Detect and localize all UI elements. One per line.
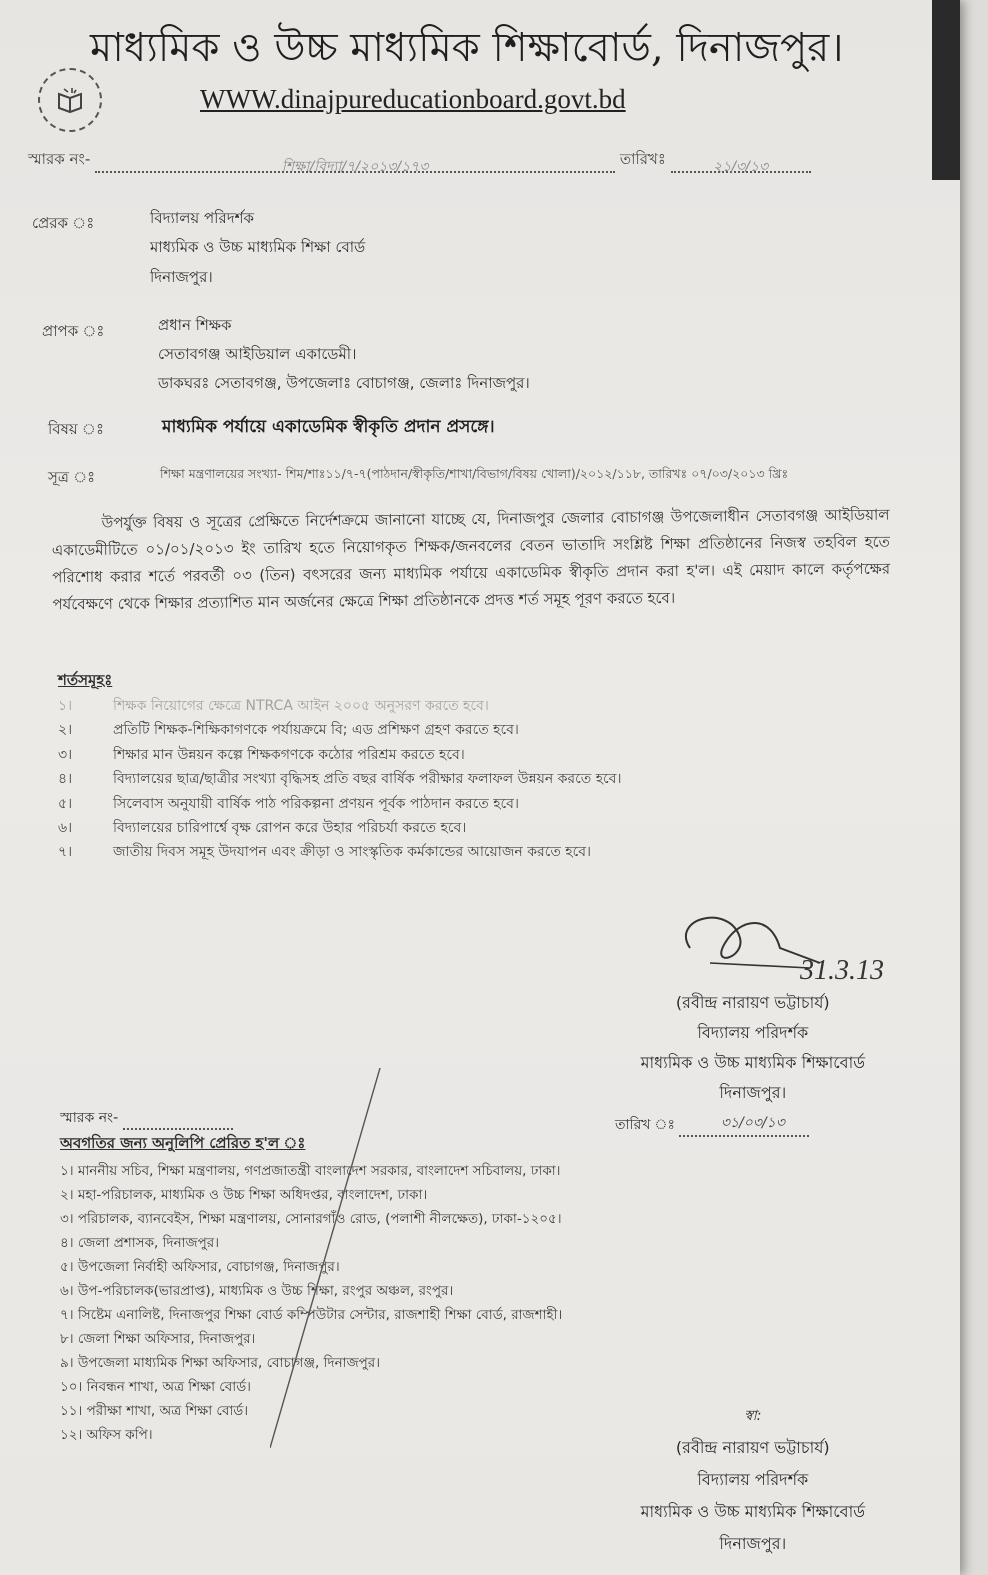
copy-date-label: তারিখ ঃ xyxy=(615,1117,675,1133)
recipient-line-2: সেতাবগঞ্জ আইডিয়াল একাডেমী। xyxy=(158,345,357,363)
recipient-label: প্রাপক ঃ xyxy=(42,322,105,340)
copy-item: ১১। পরীক্ষা শাখা, অত্র শিক্ষা বোর্ড। xyxy=(60,1403,249,1419)
memo-label: স্মারক নং- xyxy=(28,150,91,168)
copy-heading: অবগতির জন্য অনুলিপি প্রেরিত হ'ল ঃ xyxy=(60,1134,306,1152)
memo-date-label: তারিখঃ xyxy=(619,150,666,168)
pen-stroke-line xyxy=(270,1068,430,1448)
body-paragraph: উপর্যুক্ত বিষয় ও সূত্রের প্রেক্ষিতে নির্দেশক্রমে জানানো যাচ্ছে যে, দিনাজপুর জেলার বোচাগঞ্জ উপজেলাধীন সেতাবগঞ্জ আইডিয়াল একাডেমীটিতে ০১/০১/২০১৩ ইং তারিখ হতে নিয়োগকৃত শিক্ষক/জনবলের বেতন ভাতাদি সংশ্লিষ্ট শিক্ষা প্রতিষ্ঠানের নিজস্ব তহবিল হতে পরিশোধ করার শর্তে পরবর্তী ০৩ (তিন) বৎসরের জন্য মাধ্যমিক পর্যায়ে একাডেমিক স্বীকৃতি প্রদান করা হ'ল। এই মেয়াদ কালে কর্তৃপক্ষের পর্যবেক্ষণে থেকে শিক্ষার প্রত্যাশিত মান অর্জনের ক্ষেত্রে শিক্ষা প্রতিষ্ঠানকে প্রদত্ত শর্ত সমূহ পূরণ করতে হবে। xyxy=(51,505,891,614)
condition-item: ২। প্রতিটি শিক্ষক-শিক্ষিকাগণকে পর্যায়ক্রমে বি; এড প্রশিক্ষণ গ্রহণ করতে হবে। xyxy=(58,722,519,738)
subject-text: মাধ্যমিক পর্যায়ে একাডেমিক স্বীকৃতি প্রদান প্রসঙ্গে। xyxy=(162,417,495,437)
book-icon xyxy=(56,86,84,114)
copy-item: ৪। জেলা প্রশাসক, দিনাজপুর। xyxy=(60,1235,220,1251)
copy-date-field xyxy=(679,1119,809,1137)
copy-item: ৫। উপজেলা নির্বাহী অফিসার, বোচাগঞ্জ, দিনাজপুর। xyxy=(60,1259,340,1275)
signatory2-block xyxy=(641,1400,865,1560)
recipient-line-1: প্রধান শিক্ষক xyxy=(158,316,232,334)
copy-item: ৭। সিষ্টেম এনালিষ্ট, দিনাজপুর শিক্ষা বোর্ড কম্পিউটার সেন্টার, রাজশাহী শিক্ষা বোর্ড, রাজশাহী। xyxy=(60,1307,563,1323)
signatory2-designation: বিদ্যালয় পরিদর্শক xyxy=(697,1470,809,1489)
copy-item: ১০। নিবন্ধন শাখা, অত্র শিক্ষা বোর্ড। xyxy=(60,1379,251,1395)
signatory-handwritten-date: ৩১/০৩/১৩ xyxy=(720,1115,785,1131)
sender-line-2: মাধ্যমিক ও উচ্চ মাধ্যমিক শিক্ষা বোর্ড xyxy=(150,238,366,256)
reference-label: সূত্র ঃ xyxy=(48,468,96,486)
signatory2-name: (রবীন্দ্র নারায়ণ ভট্টাচার্য) xyxy=(675,1438,830,1457)
signatory-name: (রবীন্দ্র নারায়ণ ভট্টাচার্য) xyxy=(675,993,830,1012)
sender-line-3: দিনাজপুর। xyxy=(150,268,213,286)
copy-memo-label: স্মারক নং- xyxy=(60,1110,119,1126)
copy-item: ৯। উপজেলা মাধ্যমিক শিক্ষা অফিসার, বোচাগঞ্জ, দিনাজপুর। xyxy=(60,1355,381,1371)
copy-item: ১। মাননীয় সচিব, শিক্ষা মন্ত্রণালয়, গণপ্রজাতন্ত্রী বাংলাদেশ সরকার, বাংলাদেশ সচিবালয়, ঢাকা। xyxy=(60,1163,561,1179)
memo-row xyxy=(28,148,811,173)
board-title: মাধ্যমিক ও উচ্চ মাধ্যমিক শিক্ষাবোর্ড, দিনাজপুর। xyxy=(90,25,844,71)
conditions-heading: শর্তসমূহঃ xyxy=(58,671,113,689)
memo-number: শিক্ষা/বিদ্যা/৭/২০১৩/১৭৩ xyxy=(281,159,429,175)
signatory2-place: দিনাজপুর। xyxy=(719,1534,787,1553)
signature-date: 31.3.13 xyxy=(800,955,884,986)
signatory2-office: মাধ্যমিক ও উচ্চ মাধ্যমিক শিক্ষাবোর্ড xyxy=(640,1502,865,1521)
subject-label: বিষয় ঃ xyxy=(48,420,104,438)
copy-item: ৬। উপ-পরিচালক(ভারপ্রাপ্ত), মাধ্যমিক ও উচ্চ শিক্ষা, রংপুর অঞ্চল, রংপুর। xyxy=(60,1283,454,1299)
recipient-line-3: ডাকঘরঃ সেতাবগঞ্জ, উপজেলাঃ বোচাগঞ্জ, জেলাঃ দিনাজপুর। xyxy=(158,374,530,392)
condition-item: ৪। বিদ্যালয়ের ছাত্র/ছাত্রীর সংখ্যা বৃদ্ধিসহ প্রতি বছর বার্ষিক পরীক্ষার ফলাফল উন্নয়ন করতে হবে। xyxy=(58,771,622,787)
sender-line-1: বিদ্যালয় পরিদর্শক xyxy=(150,209,254,227)
reference-text: শিক্ষা মন্ত্রণালয়ের সংখ্যা- শিম/শাঃ১১/৭-৭(পাঠদান/স্বীকৃতি/শাখা/বিভাগ/বিষয় খোলা)/২০১২/১১৮, তারিখঃ ০৭/০৩/২০১৩ খ্রিঃ xyxy=(160,466,789,481)
copy-item: ১২। অফিস কপি। xyxy=(60,1427,153,1443)
copy-memo-field xyxy=(123,1112,233,1130)
copy-memo-row xyxy=(60,1106,233,1130)
signatory2-sig-mark: স্বা: xyxy=(744,1408,762,1424)
condition-item: ৩। শিক্ষার মান উন্নয়ন কল্পে শিক্ষকগণকে কঠোর পরিশ্রম করতে হবে। xyxy=(58,747,465,763)
signatory-designation: বিদ্যালয় পরিদর্শক xyxy=(697,1023,809,1042)
signatory-office: মাধ্যমিক ও উচ্চ মাধ্যমিক শিক্ষাবোর্ড xyxy=(640,1053,865,1072)
memo-date: ২১/৩/১৩ xyxy=(713,159,769,175)
board-website-link[interactable]: WWW.dinajpureducationboard.govt.bd xyxy=(200,84,626,114)
memo-date-field xyxy=(671,155,811,173)
copy-date-row xyxy=(615,1113,809,1137)
condition-item: ৬। বিদ্যালয়ের চারিপার্শ্বে বৃক্ষ রোপন করে উহার পরিচর্যা করতে হবে। xyxy=(58,820,467,836)
condition-item: ৭। জাতীয় দিবস সমূহ উদযাপন এবং ক্রীড়া ও সাংস্কৃতিক কর্মকান্ডের আয়োজন করতে হবে। xyxy=(58,844,592,860)
condition-item: ৫। সিলেবাস অনুযায়ী বার্ষিক পাঠ পরিকল্পনা প্রণয়ন পূর্বক পাঠদান করতে হবে। xyxy=(58,796,519,812)
sender-label: প্রেরক ঃ xyxy=(32,214,95,232)
condition-item: ১। শিক্ষক নিয়োগের ক্ষেত্রে NTRCA আইন ২০০৫ অনুসরণ করতে হবে। xyxy=(58,698,489,714)
copy-item: ৩। পরিচালক, ব্যানবেইস, শিক্ষা মন্ত্রণালয়, সোনারগাঁও রোড, (পলাশী নীলক্ষেত), ঢাকা-১২০৫। xyxy=(60,1211,562,1227)
copy-item: ২। মহা-পরিচালক, মাধ্যমিক ও উচ্চ শিক্ষা অধিদপ্তর, বাংলাদেশ, ঢাকা। xyxy=(60,1187,428,1203)
signatory-place: দিনাজপুর। xyxy=(719,1083,787,1102)
copy-item: ৮। জেলা শিক্ষা অফিসার, দিনাজপুর। xyxy=(60,1331,256,1347)
paper-edge-shadow xyxy=(932,0,960,180)
memo-number-field xyxy=(95,155,615,173)
